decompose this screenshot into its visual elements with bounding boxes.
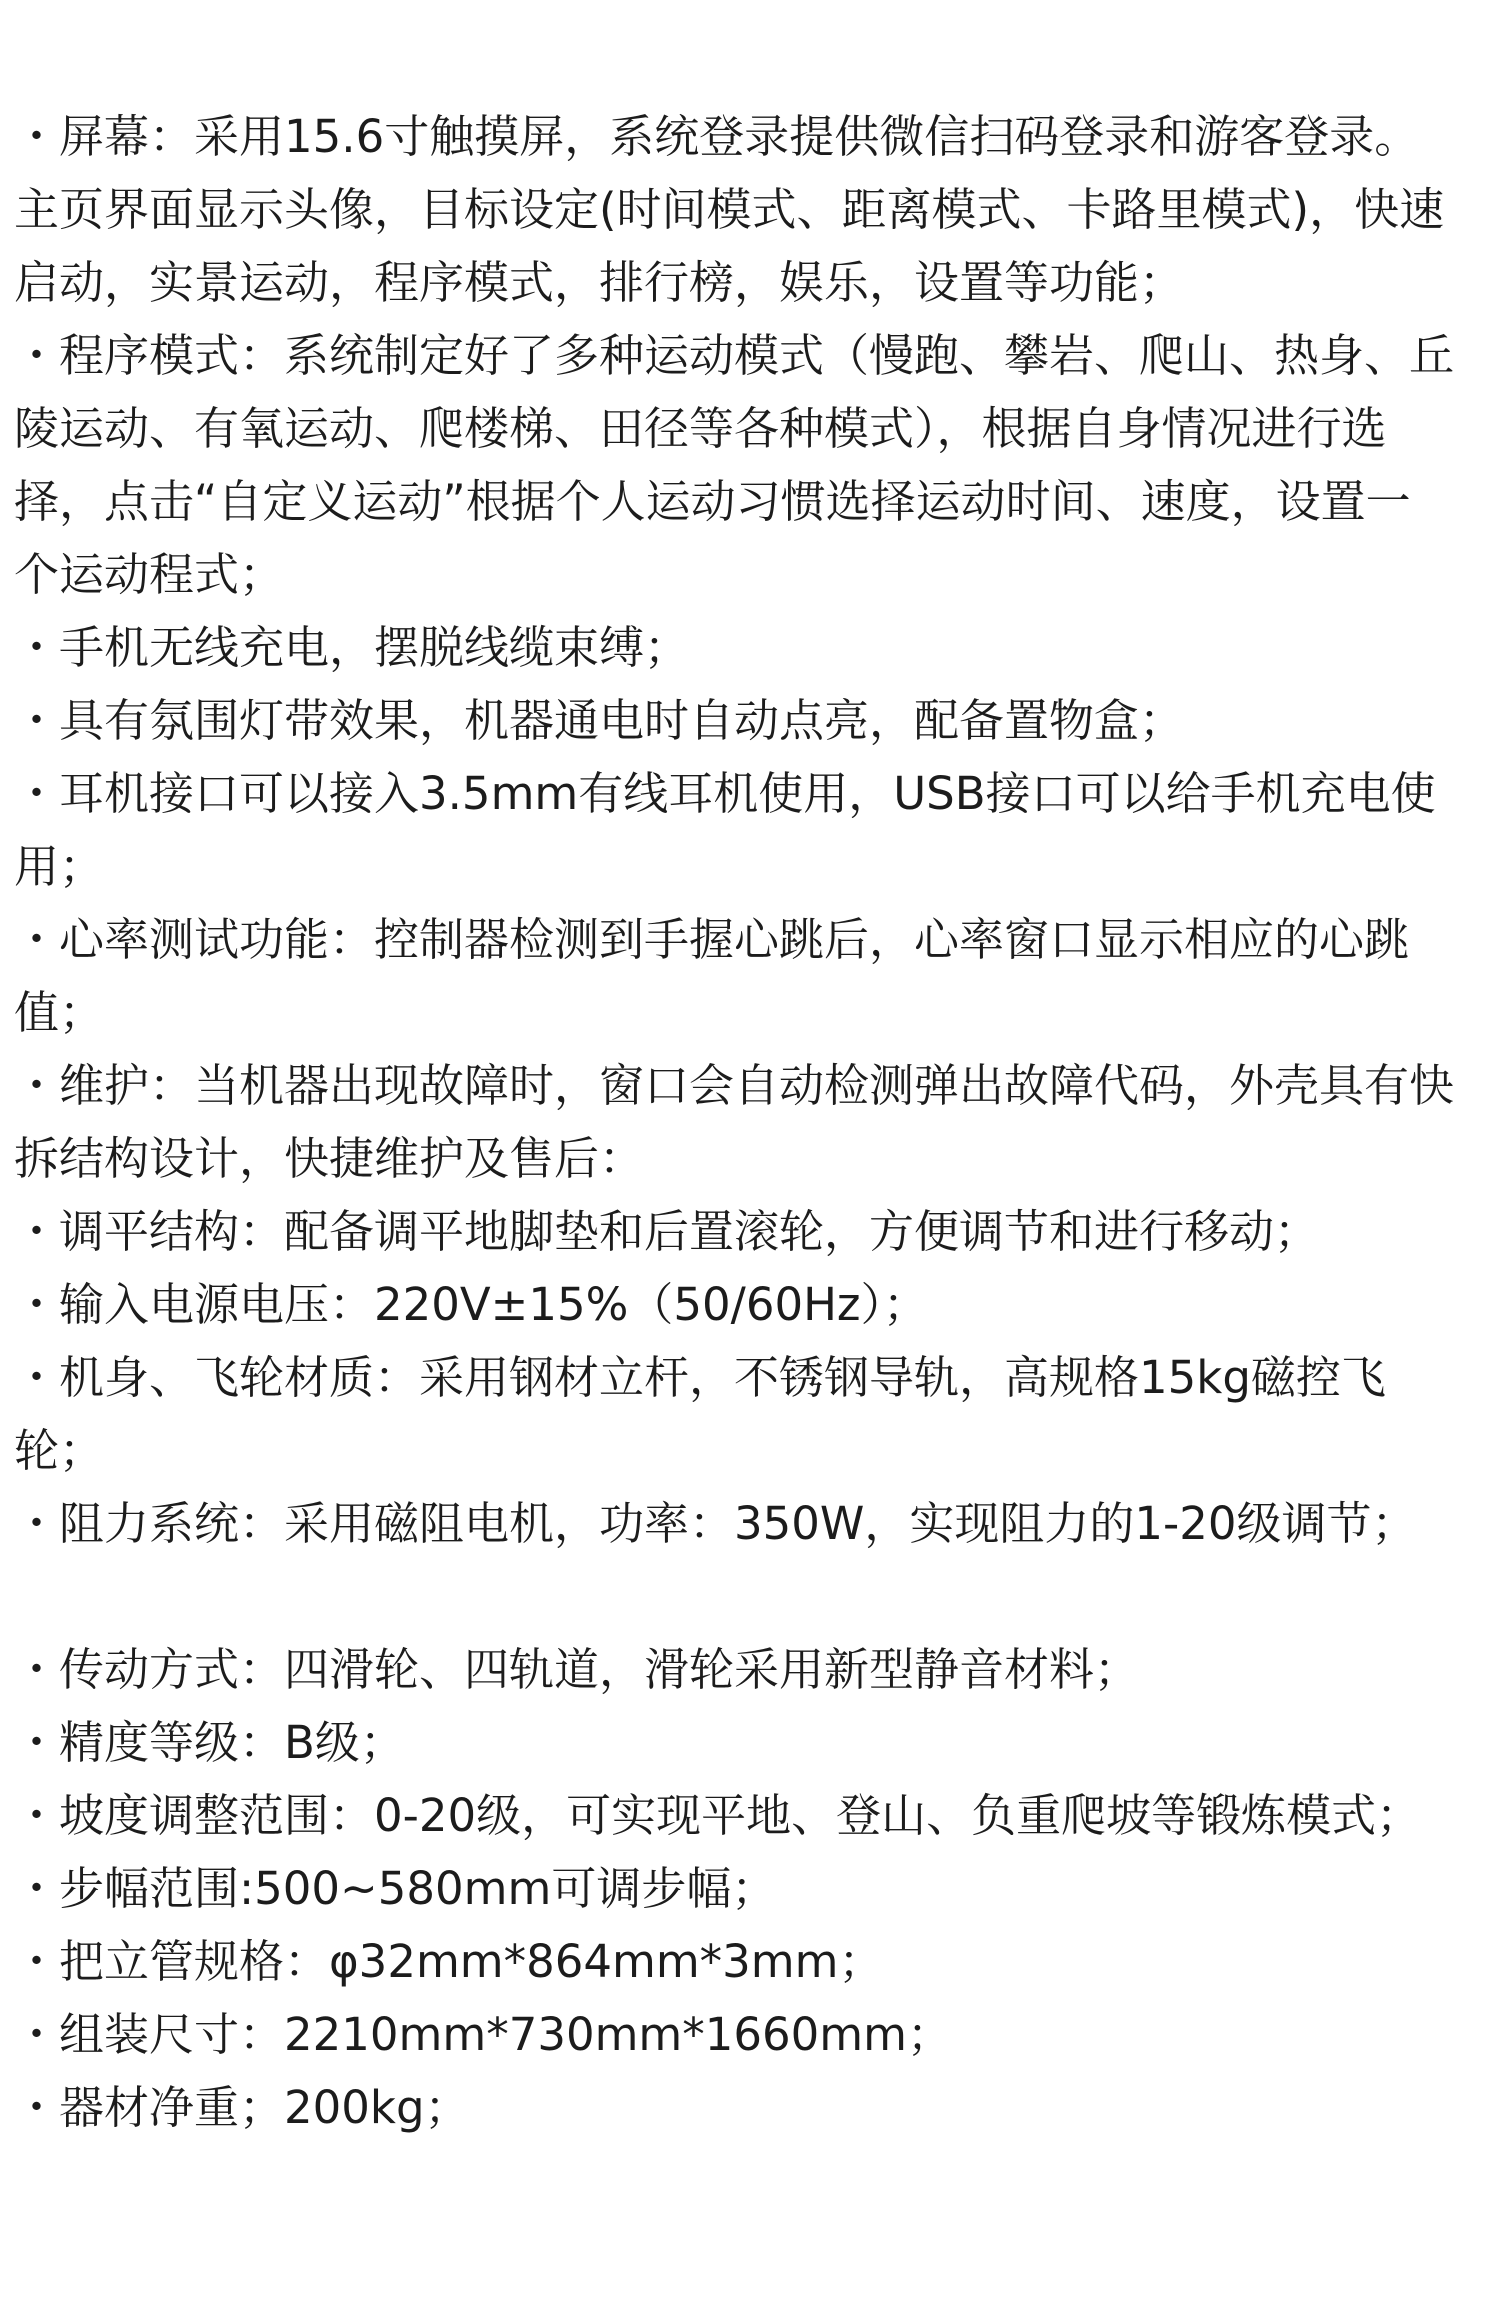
spec-precision: ・精度等级：B级； [14, 1716, 405, 1769]
spec-leveling: ・调平结构：配备调平地脚垫和后置滚轮，方便调节和进行移动； [14, 1205, 1320, 1258]
spec-gap [14, 1560, 1454, 1633]
spec-program-mode: ・程序模式：系统制定好了多种运动模式（慢跑、攀岩、爬山、热身、丘陵运动、有氧运动、爬楼梯、田径等各种模式），根据自身情况进行选择，点击“自定义运动”根据个人运动习惯选择运动时间、速度，设置一个运动程式； [14, 329, 1455, 601]
spec-wireless-charging: ・手机无线充电，摆脱线缆束缚； [14, 621, 690, 674]
spec-assembly-size: ・组装尺寸：2210mm*730mm*1660mm； [14, 2008, 952, 2061]
spec-screen: ・屏幕：采用15.6寸触摸屏，系统登录提供微信扫码登录和游客登录。主页界面显示头像，目标设定(时间模式、距离模式、卡路里模式)，快速启动，实景运动，程序模式，排行榜，娱乐，设置等功能； [14, 110, 1445, 309]
spec-heart-rate: ・心率测试功能：控制器检测到手握心跳后，心率窗口显示相应的心跳值； [14, 913, 1410, 1039]
spec-incline: ・坡度调整范围：0-20级，可实现平地、登山、负重爬坡等锻炼模式； [14, 1789, 1422, 1842]
spec-stride: ・步幅范围:500~580mm可调步幅； [14, 1862, 777, 1915]
spec-maintenance: ・维护：当机器出现故障时，窗口会自动检测弹出故障代码，外壳具有快拆结构设计，快捷维护及售后： [14, 1059, 1455, 1185]
spec-resistance: ・阻力系统：采用磁阻电机，功率：350W，实现阻力的1-20级调节； [14, 1497, 1417, 1550]
spec-net-weight: ・器材净重；200kg； [14, 2081, 470, 2134]
spec-transmission: ・传动方式：四滑轮、四轨道，滑轮采用新型静音材料； [14, 1643, 1140, 1696]
spec-ports: ・耳机接口可以接入3.5mm有线耳机使用，USB接口可以给手机充电使用； [14, 767, 1436, 893]
spec-power-voltage: ・输入电源电压：220V±15%（50/60Hz）； [14, 1278, 929, 1331]
spec-handle-tube: ・把立管规格：φ32mm*864mm*3mm； [14, 1935, 884, 1988]
spec-body-flywheel: ・机身、飞轮材质：采用钢材立杆，不锈钢导轨，高规格15kg磁控飞轮； [14, 1351, 1386, 1477]
spec-list [14, 100, 1454, 2144]
spec-ambient-light: ・具有氛围灯带效果，机器通电时自动点亮，配备置物盒； [14, 694, 1185, 747]
